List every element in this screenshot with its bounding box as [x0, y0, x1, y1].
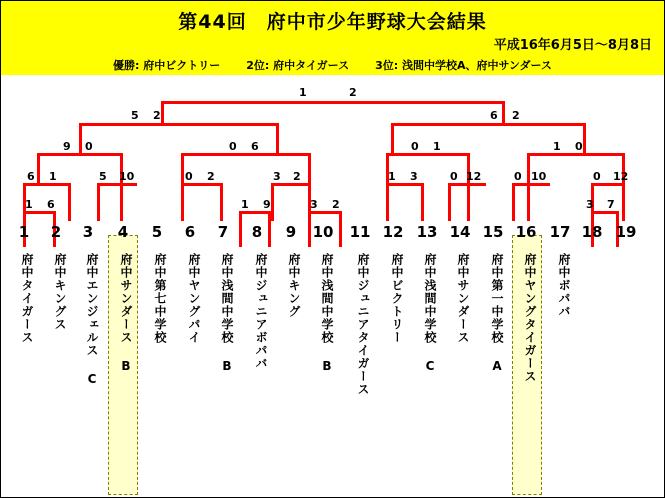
- team-name-1: 府中タイガース: [20, 253, 34, 344]
- semi-left-r-drop: [276, 123, 279, 153]
- semi-left-score-l: 5: [131, 109, 139, 122]
- team-name-9: 府中キング: [287, 253, 301, 318]
- r1-1-horizontal: [23, 183, 71, 186]
- r0-4-score-l: 3: [586, 198, 594, 211]
- r1-7-l: [512, 183, 515, 221]
- seed-14: 14: [449, 223, 471, 241]
- r1-7-score-l: 0: [514, 170, 522, 183]
- final-right-drop: [502, 101, 505, 123]
- r1-8-score-l: 0: [593, 170, 601, 183]
- r1-5-score-r: 3: [410, 170, 418, 183]
- team-name-6: 府中ヤングパイ: [187, 253, 201, 344]
- seed-7: 7: [217, 223, 229, 241]
- r1-4-horizontal: [271, 183, 309, 186]
- r0-3-score-r: 2: [332, 198, 340, 211]
- r1-2-l: [97, 183, 100, 221]
- seed-5: 5: [151, 223, 163, 241]
- q3-score-r: 1: [433, 140, 441, 153]
- r0-3-l: [308, 211, 311, 247]
- results-summary: [1, 57, 664, 73]
- r1-3-score-r: 2: [207, 170, 215, 183]
- r1-3-r: [220, 183, 223, 221]
- seed-13: 13: [416, 223, 438, 241]
- r1-6-score-r: 12: [466, 170, 482, 183]
- r1-7-horizontal: [512, 183, 550, 186]
- r1-5-r: [421, 183, 424, 221]
- seed-1: 1: [18, 223, 30, 241]
- seed-17: 17: [549, 223, 571, 241]
- r0-1-score-l: 1: [25, 198, 33, 211]
- r0-3-r: [339, 211, 342, 247]
- semi-left-horizontal: [79, 123, 279, 126]
- team-name-14: 府中サンダース: [456, 253, 470, 344]
- team-name-17: 府中ボパバ: [557, 253, 571, 318]
- q1-l-drop: [37, 153, 40, 183]
- semi-right-r-drop: [583, 123, 586, 153]
- r1-1-score-r: 1: [49, 170, 57, 183]
- r1-5-score-l: 1: [388, 170, 396, 183]
- r1-2-score-r: 10: [119, 170, 135, 183]
- semi-right-l-drop: [391, 123, 394, 153]
- r1-1-r: [68, 183, 71, 221]
- final-left-drop: [161, 101, 164, 123]
- semi-left-score-r: 2: [153, 109, 161, 122]
- bracket-diagram: [1, 75, 664, 497]
- q2-score-r: 6: [251, 140, 259, 153]
- r1-3-l: [181, 183, 184, 221]
- seed-4: 4: [117, 223, 129, 241]
- seed-12: 12: [382, 223, 404, 241]
- semi-right-score-l: 6: [490, 109, 498, 122]
- team-name-15: 府中第一中学校 A: [490, 253, 504, 374]
- r1-4-score-l: 3: [273, 170, 281, 183]
- team-name-11: 府中ジュニアタイガース: [356, 253, 370, 396]
- r1-6-l: [448, 183, 451, 221]
- q3-horizontal: [386, 153, 470, 156]
- result-third: 3位: 浅間中学校A、府中サンダース: [375, 59, 552, 72]
- seed-2: 2: [50, 223, 62, 241]
- seed-18: 18: [581, 223, 603, 241]
- team-name-12: 府中ビクトリー: [390, 253, 404, 344]
- page-title: 第44回 府中市少年野球大会結果: [178, 11, 487, 33]
- r0-2-r: [268, 211, 271, 247]
- r0-2-score-r: 9: [263, 198, 271, 211]
- result-champion: 優勝: 府中ビクトリー: [113, 59, 221, 72]
- final-horizontal: [161, 101, 505, 104]
- team-name-2: 府中キングス: [53, 253, 67, 331]
- r1-7-r: [527, 183, 530, 221]
- r1-8-score-r: 12: [613, 170, 629, 183]
- team-name-5: 府中第七中学校: [153, 253, 167, 344]
- q1-score-l: 9: [63, 140, 71, 153]
- seed-15: 15: [482, 223, 504, 241]
- r1-2-score-l: 5: [99, 170, 107, 183]
- r0-2-l: [239, 211, 242, 247]
- r1-4-score-r: 2: [293, 170, 301, 183]
- r1-7-score-r: 10: [531, 170, 547, 183]
- r0-3-horizontal: [308, 211, 342, 214]
- q4-score-r: 0: [575, 140, 583, 153]
- seed-9: 9: [285, 223, 297, 241]
- r0-2-score-l: 1: [241, 198, 249, 211]
- r1-6-score-l: 0: [450, 170, 458, 183]
- r1-1-score-l: 6: [27, 170, 35, 183]
- seed-8: 8: [251, 223, 263, 241]
- final-score-right: 2: [349, 86, 357, 99]
- result-second: 2位: 府中タイガース: [246, 59, 350, 72]
- team-name-16: 府中ヤングタイガース: [523, 253, 537, 383]
- page-header: [1, 1, 664, 75]
- seed-16: 16: [515, 223, 537, 241]
- seed-19: 19: [615, 223, 637, 241]
- q2-horizontal: [181, 153, 311, 156]
- q1-horizontal: [37, 153, 123, 156]
- team-name-4: 府中サンダース B: [119, 253, 133, 374]
- q2-r-drop: [308, 153, 311, 183]
- r1-2-r: [120, 183, 123, 221]
- seed-3: 3: [82, 223, 94, 241]
- q4-l-drop: [527, 153, 530, 183]
- r1-6-r: [467, 183, 470, 221]
- seed-6: 6: [184, 223, 196, 241]
- final-score-left: 1: [299, 86, 307, 99]
- team-name-10: 府中浅間中学校 B: [320, 253, 334, 374]
- r1-4-l: [271, 183, 274, 221]
- r0-1-horizontal: [23, 211, 56, 214]
- r1-5-l: [386, 183, 389, 221]
- r1-8-horizontal: [591, 183, 625, 186]
- r0-4-horizontal: [591, 211, 619, 214]
- semi-left-l-drop: [79, 123, 82, 153]
- event-date: 平成16年6月5日〜8月8日: [493, 38, 652, 53]
- team-name-13: 府中浅間中学校 C: [423, 253, 437, 374]
- r1-3-score-l: 0: [185, 170, 193, 183]
- r0-2-horizontal: [239, 211, 271, 214]
- r0-3-score-l: 3: [310, 198, 318, 211]
- team-name-7: 府中浅間中学校 B: [220, 253, 234, 374]
- semi-right-score-r: 2: [512, 109, 520, 122]
- q2-score-l: 0: [229, 140, 237, 153]
- seed-10: 10: [312, 223, 334, 241]
- q2-l-drop: [181, 153, 184, 183]
- r1-5-horizontal: [386, 183, 424, 186]
- q4-score-l: 1: [553, 140, 561, 153]
- r0-4-score-r: 7: [607, 198, 615, 211]
- team-name-3: 府中エンジェルス C: [85, 253, 99, 387]
- q3-score-l: 0: [411, 140, 419, 153]
- r1-8-r: [622, 183, 625, 221]
- r1-3-horizontal: [181, 183, 223, 186]
- r1-2-horizontal: [97, 183, 137, 186]
- team-name-8: 府中ジュニアボパバ: [254, 253, 268, 370]
- r0-1-score-r: 6: [47, 198, 55, 211]
- q1-score-r: 0: [85, 140, 93, 153]
- q4-horizontal: [527, 153, 625, 156]
- seed-11: 11: [349, 223, 371, 241]
- semi-right-horizontal: [391, 123, 586, 126]
